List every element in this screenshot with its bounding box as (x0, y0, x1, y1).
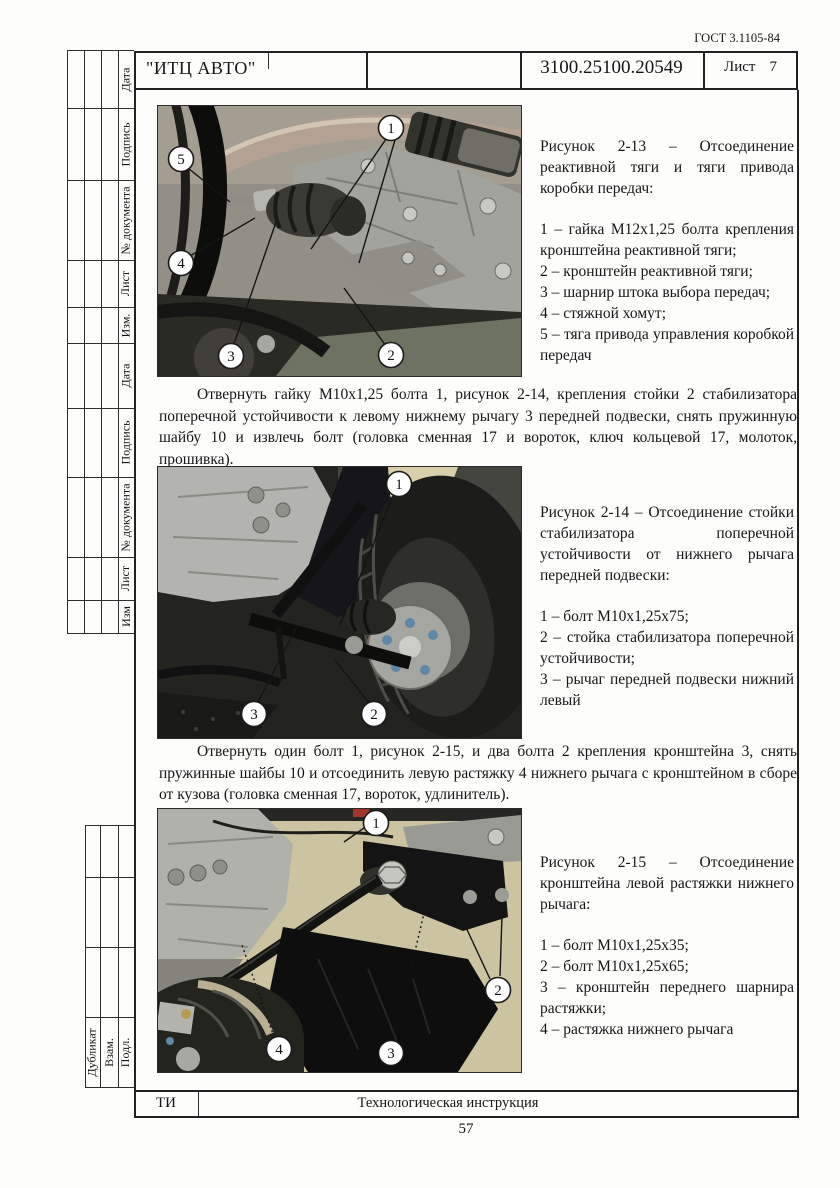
sheet-cell (703, 59, 798, 76)
doc-type-cell: ТИ (156, 1095, 176, 1111)
instruction-paragraph-2: Отвернуть один болт 1, рисунок 2-15, и два болта 2 крепления кронштейна 3, снять пружинные шайбы 10 и отсоединить левую растяжку 4 нижнего рычага с кронштейном в сборе от кузова (головка сменная 17, вороток, удлинитель). (159, 743, 797, 803)
stamp-label-docnumber-2: № документа (118, 482, 133, 552)
figure-caption-item: 4 – растяжка нижнего рычага (540, 1021, 734, 1038)
figure-caption-title: Рисунок 2-15 – Отсоединение кронштейна левой растяжки нижнего рычага: (540, 854, 794, 913)
instruction-paragraph-1: Отвернуть гайку М10х1,25 болта 1, рисунок 2-14, крепления стойки 2 стабилизатора поперечной устойчивости к левому нижнему рычагу 3 передней подвески, снять пружинную шайбу 10 и извлечь болт (головка сменная 17 и вороток, ключ кольцевой 17, молоток, прошивка). (159, 386, 797, 468)
svg-text:1: 1 (395, 477, 403, 493)
stamp-label-signature-1: Подпись (118, 121, 133, 167)
figure-caption-item: 2 – болт М10х1,25х65; (540, 958, 689, 975)
callout-2 (486, 978, 511, 1003)
figure-caption-item: 3 – шарнир штока выбора передач; (540, 284, 771, 301)
callout-4 (169, 251, 194, 276)
frame-left-border (134, 90, 136, 1117)
stamp-label-data-1: Дата (118, 67, 133, 91)
divider-line (268, 53, 269, 69)
svg-text:1: 1 (387, 121, 395, 137)
figure-caption-item: 5 – тяга привода управления коробкой передач (540, 326, 794, 364)
stamp-grid-line (85, 1087, 134, 1088)
stamp-label-sheet-2: Лист (118, 565, 133, 592)
figure-2-13-caption (540, 136, 794, 366)
svg-text:3: 3 (250, 707, 258, 723)
stamp-label-original: Подл. (118, 1037, 133, 1067)
sheet-label: Лист (724, 59, 756, 75)
stamp-grid-line (67, 50, 68, 633)
callout-3 (219, 344, 244, 369)
svg-text:1: 1 (372, 816, 380, 832)
callout-5 (169, 147, 194, 172)
figure-caption-item: 1 – гайка М12х1,25 болта крепления кронштейна реактивной тяги; (540, 221, 794, 259)
svg-text:4: 4 (177, 256, 185, 272)
divider-line (366, 51, 368, 90)
stamp-label-sheet-1: Лист (118, 270, 133, 297)
figure-2-13-photo (157, 105, 522, 377)
gost-standard-label: ГОСТ 3.1105-84 (694, 31, 780, 45)
organization-name: "ИТЦ АВТО" (146, 58, 256, 78)
callout-2 (379, 343, 404, 368)
figure-2-15-photo (157, 808, 522, 1073)
svg-text:5: 5 (177, 152, 185, 168)
stamp-label-change-1: Изм. (118, 313, 133, 337)
svg-text:4: 4 (275, 1042, 283, 1058)
figure-caption-item: 1 – болт М10х1,25х35; (540, 937, 689, 954)
figure-caption-title: Рисунок 2-13 – Отсоединение реактивной тяги и тяги привода коробки передач: (540, 138, 794, 197)
callout-2 (362, 702, 387, 727)
stamp-grid-line (85, 825, 134, 826)
stamp-label-signature-2: Подпись (118, 420, 133, 465)
figure-2-15-caption (540, 852, 794, 1040)
stamp-grid-line (85, 947, 134, 948)
svg-text:2: 2 (370, 707, 378, 723)
stamp-label-data-2: Дата (118, 363, 133, 388)
figure-caption-item: 2 – стойка стабилизатора поперечной устойчивости; (540, 629, 794, 667)
stamp-grid-line (67, 633, 134, 634)
stamp-label-duplicate: Дубликат (85, 1027, 99, 1077)
stamp-label-change-2: Изм (118, 606, 133, 627)
svg-text:2: 2 (387, 348, 395, 364)
callout-1 (379, 116, 404, 141)
figure-2-14-photo (157, 466, 522, 739)
figure-caption-item: 4 – стяжной хомут; (540, 305, 667, 322)
svg-text:3: 3 (227, 349, 235, 365)
figure-caption-item: 1 – болт М10х1,25х75; (540, 608, 689, 625)
frame-right-border (797, 90, 799, 1117)
document-number: 3100.25100.20549 (540, 57, 683, 78)
callout-3 (242, 702, 267, 727)
callout-1 (387, 472, 412, 497)
figure-caption-item: 3 – рычаг передней подвески нижний левый (540, 671, 794, 709)
stamp-grid-line (85, 877, 134, 878)
svg-text:2: 2 (494, 983, 502, 999)
stamp-grid-line (101, 50, 102, 633)
figure-2-14-caption (540, 502, 794, 711)
callout-4 (267, 1037, 292, 1062)
doc-title-cell: Технологическая инструкция (357, 1095, 539, 1111)
stamp-label-docnumber-1: № документа (118, 185, 133, 255)
figure-caption-title: Рисунок 2-14 – Отсоединение стойки стабилизатора поперечной устойчивости от нижнего рычага передней подвески: (540, 504, 794, 584)
figure-caption-item: 3 – кронштейн переднего шарнира растяжки; (540, 979, 794, 1017)
callout-3 (379, 1041, 404, 1066)
svg-text:3: 3 (387, 1046, 395, 1062)
figure-caption-item: 2 – кронштейн реактивной тяги; (540, 263, 753, 280)
page-number: 57 (458, 1121, 474, 1137)
sheet-number: 7 (769, 59, 777, 75)
stamp-label-replacement: Взам. (101, 1037, 116, 1067)
callout-1 (364, 811, 389, 836)
stamp-grid-line (84, 50, 85, 633)
